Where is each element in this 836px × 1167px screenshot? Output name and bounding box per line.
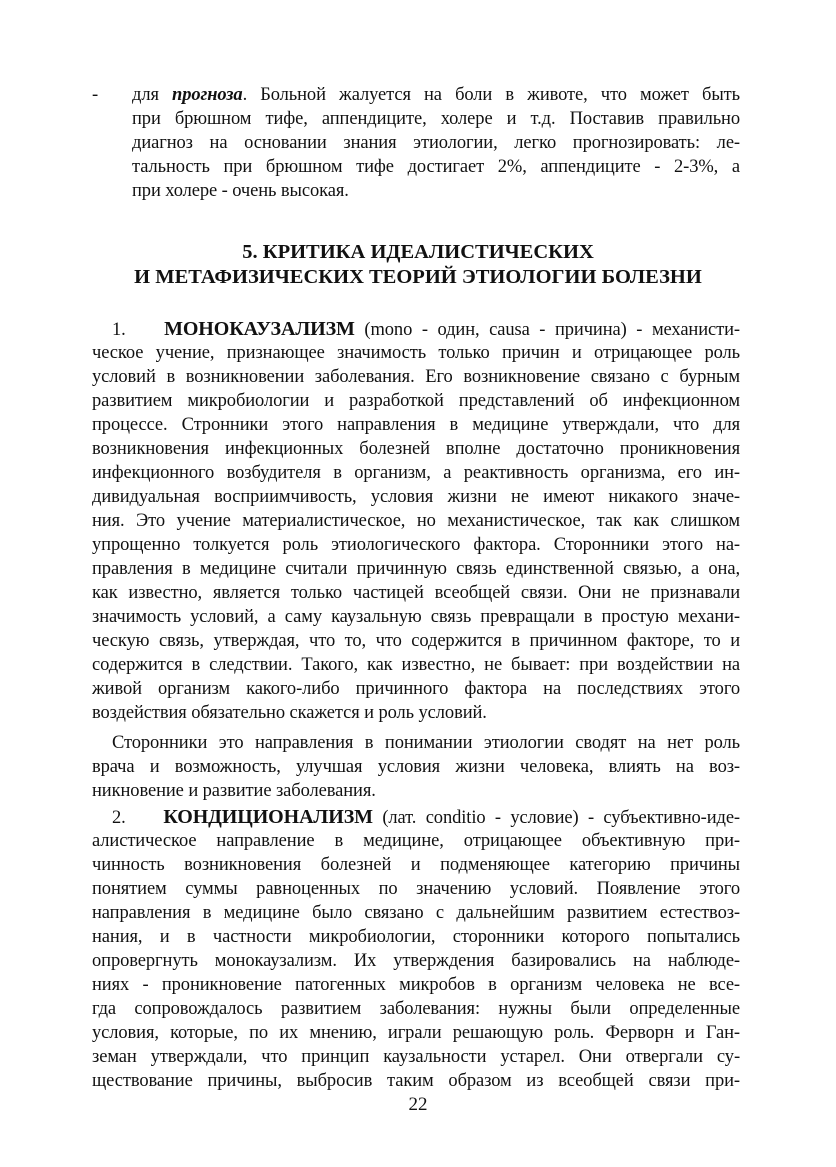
monocausalism-line: процессе. Стронники этого направления в медицине утверждали, что для — [92, 415, 740, 435]
conditionalism-line: опровергнуть монокаузализм. Их утверждения базировались на наблюде- — [92, 951, 740, 971]
conditionalism-line: земан утверждали, что принцип каузальности устарел. Они отвергали су- — [92, 1047, 740, 1067]
section-title-line-2: И МЕТАФИЗИЧЕСКИХ ТЕОРИЙ ЭТИОЛОГИИ БОЛЕЗНИ — [134, 266, 702, 288]
bullet-line-4: тальность при брюшном тифе достигает 2%, аппендиците - 2-3%, а — [132, 157, 740, 177]
page-number: 22 — [408, 1094, 428, 1115]
monocausalism-para2-line: никновение и развитие заболевания. — [92, 781, 376, 801]
conditionalism-line: чинность возникновения болезней и подменяющее категорию причины — [92, 855, 740, 875]
monocausalism-line: условий в возникновении заболевания. Его возникновение связано с бурным — [92, 367, 740, 387]
bullet-line-5: при холере - очень высокая. — [132, 181, 349, 201]
prognosis-keyword: прогноза — [172, 85, 243, 105]
conditionalism-number: 2. — [112, 808, 126, 828]
conditionalism-line: направления в медицине было связано с дальнейшим развитием естествоз- — [92, 903, 740, 923]
monocausalism-line: инфекционного возбудителя в организм, а реактивность организма, его ин- — [92, 463, 740, 483]
monocausalism-line: содержится в следствии. Такого, как известно, не бывает: при воздействии на — [92, 655, 740, 675]
monocausalism-para2-line: врача и возможность, улучшая условия жизни человека, влиять на воз- — [92, 757, 740, 777]
monocausalism-line: значимость условий, а саму каузальную связь превращали в простую механи- — [92, 607, 740, 627]
monocausalism-line: упрощенно толкуется роль этиологического фактора. Сторонники этого на- — [92, 535, 740, 555]
monocausalism-line: правления в медицине считали причинную связь единственной связью, а она, — [92, 559, 740, 579]
monocausalism-line: ческое учение, признающее значимость только причин и отрицающее роль — [92, 343, 740, 363]
bullet-line-2: при брюшном тифе, аппендиците, холере и т.д. Поставив правильно — [132, 109, 740, 129]
monocausalism-line: ческую связь, утверждая, что то, что содержится в причинном факторе, то и — [92, 631, 740, 651]
bullet-line-1-rest: . Больной жалуется на боли в животе, что может быть — [242, 85, 740, 105]
monocausalism-number: 1. — [112, 320, 126, 340]
monocausalism-line-1 — [112, 317, 740, 342]
monocausalism-term: МОНОКАУЗАЛИЗМ — [164, 318, 355, 340]
monocausalism-line: возникновения инфекционных болезней вполне достаточно проникновения — [92, 439, 740, 459]
conditionalism-line: гда сопровождалось развитием заболевания: нужны были определенные — [92, 999, 740, 1019]
bullet-line-3: диагноз на основании знания этиологии, легко прогнозировать: ле- — [132, 133, 740, 153]
conditionalism-term: КОНДИЦИОНАЛИЗМ — [163, 806, 373, 828]
conditionalism-line: ществование причины, выбросив таким образом из всеобщей связи при- — [92, 1071, 740, 1091]
monocausalism-line-1-rest: (mono - один, causa - причина) - механисти- — [354, 320, 740, 340]
monocausalism-line: как известно, является только частицей всеобщей связи. Они не признавали — [92, 583, 740, 603]
monocausalism-line: развитием микробиологии и разработкой представлений об инфекционном — [92, 391, 740, 411]
monocausalism-line: ния. Это учение материалистическое, но механистическое, так как слишком — [92, 511, 740, 531]
conditionalism-line: понятием суммы равноценных по значению условий. Появление этого — [92, 879, 740, 899]
monocausalism-line: воздействия обязательно скажется и роль условий. — [92, 703, 487, 723]
bullet-line-1 — [132, 83, 740, 107]
monocausalism-line: дивидуальная восприимчивость, условия жизни не имеют никакого значе- — [92, 487, 740, 507]
conditionalism-line: нания, и в частности микробиологии, сторонники которого попытались — [92, 927, 740, 947]
conditionalism-line-1 — [112, 805, 740, 830]
monocausalism-line: живой организм какого-либо причинного фактора на последствиях этого — [92, 679, 740, 699]
bullet-lead: для — [132, 85, 172, 105]
bullet-dash: - — [92, 85, 99, 105]
conditionalism-line: условия, которые, по их мнению, играли решающую роль. Ферворн и Ган- — [92, 1023, 740, 1043]
conditionalism-line-1-rest: (лат. conditio - условие) - субъективно-иде- — [372, 808, 740, 828]
section-title-line-1: 5. КРИТИКА ИДЕАЛИСТИЧЕСКИХ — [242, 241, 594, 263]
monocausalism-para2-line: Сторонники это направления в понимании этиологии сводят на нет роль — [112, 733, 740, 753]
conditionalism-line: ниях - проникновение патогенных микробов в организм человека не все- — [92, 975, 740, 995]
conditionalism-line: алистическое направление в медицине, отрицающее объективную при- — [92, 831, 740, 851]
